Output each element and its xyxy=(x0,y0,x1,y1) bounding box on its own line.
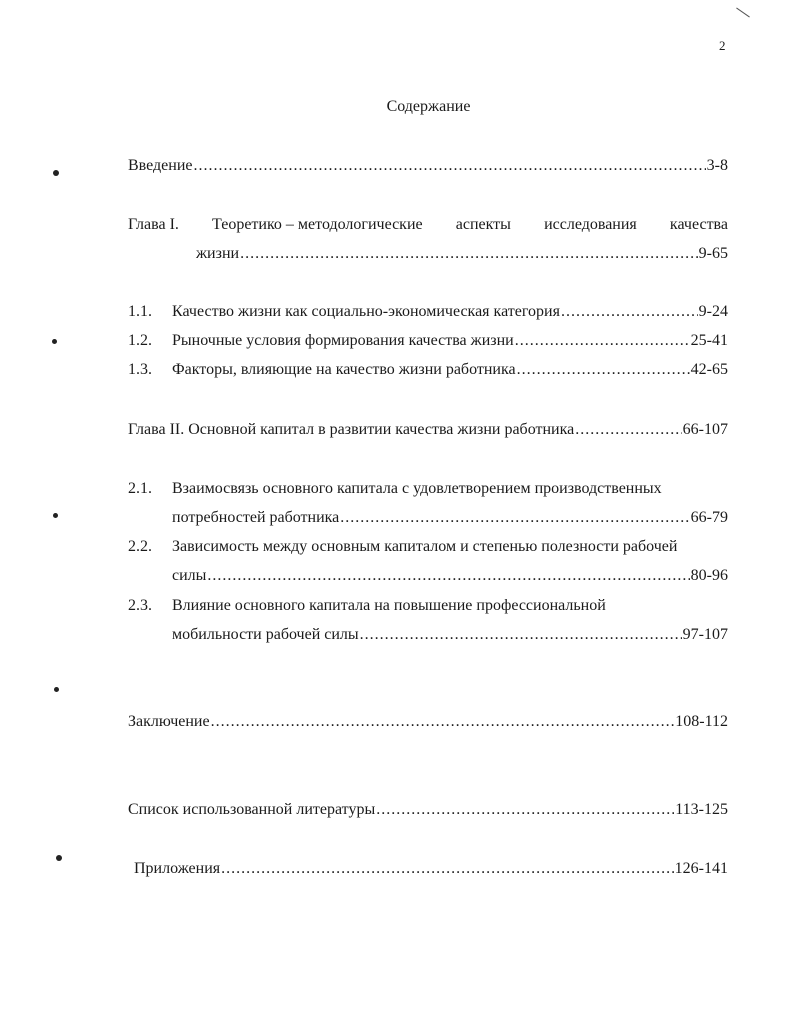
heading-word: Глава I. xyxy=(128,216,179,233)
toc-label: Взаимосвязь основного капитала с удовлетворением производственных xyxy=(172,480,662,497)
toc-pages: 66-79 xyxy=(690,509,728,526)
toc-dots xyxy=(340,508,689,528)
toc-pages: 126-141 xyxy=(674,860,728,877)
toc-pages: 113-125 xyxy=(675,801,728,818)
toc-pages: 108-112 xyxy=(675,713,728,730)
toc-label: Приложения xyxy=(134,860,221,877)
section-number: 1.2. xyxy=(128,332,152,349)
toc-dots xyxy=(240,244,698,264)
toc-pages: 9-24 xyxy=(698,303,728,320)
chapter-1-heading xyxy=(128,215,728,235)
toc-entry-bibliography xyxy=(128,800,728,820)
toc-pages: 25-41 xyxy=(690,332,728,349)
toc-dots xyxy=(221,859,674,879)
toc-dots xyxy=(561,302,698,322)
toc-label: Влияние основного капитала на повышение профессиональной xyxy=(172,597,606,614)
heading-word: аспекты xyxy=(455,216,511,233)
margin-mark xyxy=(54,687,59,692)
toc-entry-2-2 xyxy=(172,566,728,586)
page-title: Содержание xyxy=(386,98,471,115)
toc-pages: 9-65 xyxy=(698,245,728,262)
heading-word: исследования xyxy=(544,216,637,233)
toc-entry-appendix xyxy=(134,859,728,879)
toc-entry-1-2 xyxy=(172,331,728,351)
heading-word: Теоретико – методологические xyxy=(212,216,423,233)
margin-mark xyxy=(56,855,62,861)
margin-mark xyxy=(53,170,59,176)
toc-label: Список использованной литературы xyxy=(128,801,376,818)
chapter-1-heading-cont xyxy=(196,244,728,264)
section-number: 2.1. xyxy=(128,480,152,497)
toc-label: Глава II. Основной капитал в развитии качества жизни работника xyxy=(128,421,575,438)
scan-mark xyxy=(736,8,750,18)
toc-dots xyxy=(515,331,690,351)
margin-mark xyxy=(53,513,58,518)
toc-entry-intro xyxy=(128,156,728,176)
section-number: 1.1. xyxy=(128,303,152,320)
toc-dots xyxy=(517,360,690,380)
toc-dots xyxy=(575,420,681,440)
toc-dots xyxy=(194,156,706,176)
toc-label: Заключение xyxy=(128,713,210,730)
heading-word: качества xyxy=(669,216,728,233)
toc-label: Зависимость между основным капиталом и степенью полезности рабочей xyxy=(172,538,678,555)
toc-entry-conclusion xyxy=(128,712,728,732)
toc-pages: 80-96 xyxy=(690,567,728,584)
toc-entry-1-1 xyxy=(172,302,728,322)
toc-pages: 3-8 xyxy=(706,157,728,174)
toc-label: мобильности рабочей силы xyxy=(172,626,359,643)
toc-entry-2-3 xyxy=(172,625,728,645)
toc-label: Факторы, влияющие на качество жизни работника xyxy=(172,361,516,378)
toc-pages: 66-107 xyxy=(682,421,728,438)
toc-dots xyxy=(207,566,689,586)
toc-label: Введение xyxy=(128,157,193,174)
toc-label: Качество жизни как социально-экономическая категория xyxy=(172,303,560,320)
page-number: 2 xyxy=(719,38,726,53)
section-number: 1.3. xyxy=(128,361,152,378)
chapter-2-heading xyxy=(128,420,728,440)
toc-entry-2-1 xyxy=(172,508,728,528)
toc-dots xyxy=(376,800,674,820)
section-number: 2.2. xyxy=(128,538,152,555)
toc-label: Рыночные условия формирования качества жизни xyxy=(172,332,514,349)
toc-label: потребностей работника xyxy=(172,509,340,526)
section-number: 2.3. xyxy=(128,597,152,614)
toc-label: жизни xyxy=(196,245,240,262)
toc-pages: 42-65 xyxy=(690,361,728,378)
toc-dots xyxy=(211,712,675,732)
toc-label: силы xyxy=(172,567,207,584)
toc-dots xyxy=(360,625,682,645)
toc-entry-1-3 xyxy=(172,360,728,380)
toc-pages: 97-107 xyxy=(682,626,728,643)
margin-mark xyxy=(52,339,57,344)
